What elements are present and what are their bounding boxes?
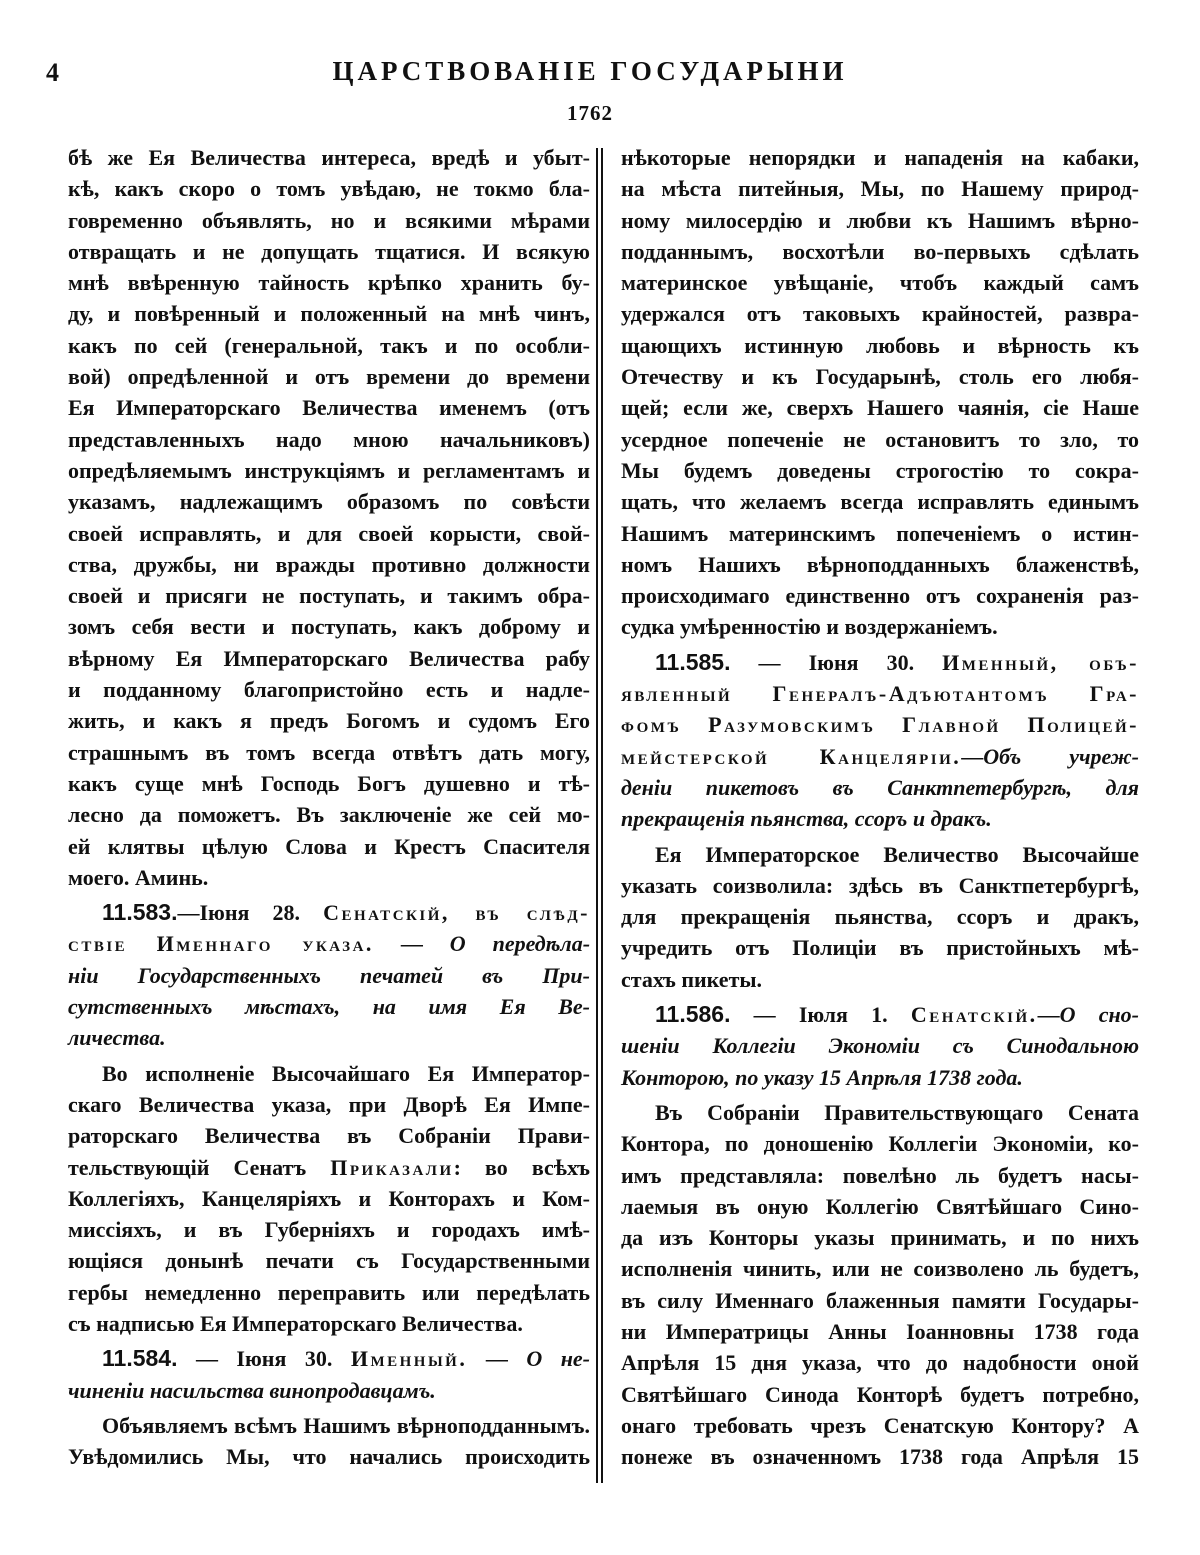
column-divider-rule bbox=[601, 148, 603, 1483]
text-line: для прекращенія пьянства, ссоръ и дракъ, bbox=[621, 904, 1139, 930]
decree-entry bbox=[621, 999, 1139, 1093]
text-line bbox=[621, 741, 1139, 772]
text-line bbox=[621, 772, 1139, 803]
text-line: Ея Императорское Величество Высочайше bbox=[655, 841, 1139, 867]
decree-summary: чиненіи насильства винопродавцамъ. bbox=[68, 1377, 436, 1403]
text-line: раторскаго Величества въ Собраніи Прави- bbox=[68, 1123, 590, 1149]
text-line: Въ Собраніи Правительствующаго Сената bbox=[655, 1099, 1139, 1125]
text-line: онаго требовать чрезъ Сенатскую Контору? А bbox=[621, 1412, 1139, 1438]
text-line bbox=[68, 897, 590, 928]
text-line: своей и присяги не поступать, и такимъ обра- bbox=[68, 583, 590, 609]
text-line: щать, что желаемъ всегда исправлять единымъ bbox=[621, 489, 1139, 515]
running-title: ЦАРСТВОВАНІЕ ГОСУДАРЫНИ bbox=[332, 56, 848, 86]
text-line: имъ представляла: повелѣно ль будетъ насы- bbox=[621, 1162, 1139, 1188]
text-line: какъ по сей (генеральной, такъ и по особли- bbox=[68, 332, 590, 358]
decree-number: 11.586. bbox=[655, 1001, 731, 1028]
text-line: учредить отъ Полиціи въ пристойныхъ мѣ- bbox=[621, 935, 1139, 961]
text-line: кѣ, какъ скоро о томъ увѣдаю, не токмо бла- bbox=[68, 176, 590, 202]
decree-number: 11.583. bbox=[102, 899, 178, 926]
decree-summary: сутственныхъ мѣстахъ, на имя Ея Ве- bbox=[68, 994, 590, 1020]
text-line bbox=[621, 999, 1139, 1030]
right-column bbox=[621, 142, 1139, 1472]
text-run: — Іюня 30. bbox=[177, 1346, 351, 1372]
text-line bbox=[621, 1030, 1139, 1061]
text-line: опредѣляемымъ инструкціямъ и регламентамъ и bbox=[68, 457, 590, 483]
text-line: съ надписью Ея Императорскаго Величества. bbox=[68, 1310, 523, 1336]
paragraph bbox=[68, 142, 590, 893]
text-run: — bbox=[373, 931, 450, 957]
text-line: нѣкоторые непорядки и нападенія на кабаки, bbox=[621, 145, 1139, 170]
text-line: ющіяся донынѣ печати съ Государственными bbox=[68, 1248, 590, 1274]
text-line: жить, и какъ я предъ Богомъ и судомъ Его bbox=[68, 708, 590, 734]
text-line: представленныхъ надо мною начальниковъ) bbox=[68, 426, 590, 452]
decree-summary: О не- bbox=[526, 1346, 591, 1372]
text-line bbox=[68, 1022, 590, 1053]
text-line bbox=[68, 928, 590, 959]
paragraph bbox=[68, 1410, 590, 1473]
column-divider-rule bbox=[596, 148, 598, 1483]
year-heading: 1762 bbox=[567, 101, 613, 125]
text-line: происходимаго единственно отъ сохраненія раз- bbox=[621, 583, 1139, 609]
text-line: Во исполненіе Высочайшаго Ея Император- bbox=[102, 1060, 590, 1086]
decree-number: 11.584. bbox=[102, 1345, 178, 1372]
decree-summary: ніи Государственныхъ печатей въ При- bbox=[68, 962, 590, 988]
text-line: Коллегіяхъ, Канцеляріяхъ и Конторахъ и Ком- bbox=[68, 1185, 590, 1211]
text-line: Ея Императорскаго Величества именемъ (отъ bbox=[68, 395, 590, 421]
text-line: ей клятвы цѣлую Слова и Крестъ Спасителя bbox=[68, 833, 590, 859]
left-column bbox=[68, 142, 590, 1472]
text-line bbox=[621, 1062, 1139, 1093]
text-line: стахъ пикеты. bbox=[621, 966, 763, 992]
text-line: и подданному благопристойно есть и надле- bbox=[68, 677, 590, 703]
text-line: мнѣ ввѣренную тайность крѣпко хранить бу- bbox=[68, 270, 590, 296]
paragraph bbox=[621, 839, 1139, 995]
decree-type: явленный Генералъ-Адъютантомъ Гра- bbox=[621, 681, 1139, 707]
text-run: — bbox=[1037, 1002, 1060, 1028]
text-line: вой) опредѣленной и отъ времени до времени bbox=[68, 364, 590, 390]
text-line: лаемыя въ оную Коллегію Святѣйшаго Сино- bbox=[621, 1193, 1139, 1219]
decree-number: 11.585. bbox=[655, 648, 731, 675]
paragraph bbox=[621, 142, 1139, 643]
decree-summary: прекращенія пьянства, ссоръ и дракъ. bbox=[621, 806, 992, 832]
text-line: ни Императрицы Анны Іоанновны 1738 года bbox=[621, 1318, 1139, 1344]
text-line: исполненія чинить, или не соизволено ль будетъ, bbox=[621, 1256, 1139, 1282]
text-run: — Іюля 1. bbox=[730, 1002, 911, 1028]
text-line bbox=[68, 960, 590, 991]
text-line bbox=[68, 1152, 590, 1183]
decree-summary: деніи пикетовъ въ Санктпетербургѣ, для bbox=[621, 774, 1139, 800]
text-line: ду, и повѣренный и положенный на мнѣ чинъ, bbox=[68, 301, 590, 327]
decree-summary: О сно- bbox=[1059, 1002, 1139, 1028]
text-line: своей исправлять, и для своей корысти, свой- bbox=[68, 520, 590, 546]
text-line: лесно да поможетъ. Въ заключеніе же сей мо- bbox=[68, 802, 590, 828]
text-line: Нашимъ материнскимъ попеченіемъ о истин- bbox=[621, 520, 1139, 546]
text-line: моего. Аминь. bbox=[68, 864, 209, 890]
text-line: отвращать и не допущать тщатися. И всякую bbox=[68, 238, 590, 264]
text-line bbox=[68, 1343, 590, 1374]
text-line bbox=[621, 678, 1139, 709]
text-line: указамъ, надлежащимъ образомъ по совѣсти bbox=[68, 489, 590, 515]
text-line: страшнымъ въ томъ всегда отвѣтъ дать могу, bbox=[68, 739, 590, 765]
paragraph bbox=[621, 1097, 1139, 1473]
text-line: ства, дружбы, ни вражды противно должности bbox=[68, 551, 590, 577]
paragraph bbox=[68, 1058, 590, 1340]
text-run: — bbox=[961, 743, 984, 769]
text-run: — bbox=[467, 1346, 527, 1372]
text-line: на мѣста питейныя, Мы, по Нашему природ- bbox=[621, 176, 1139, 202]
decree-summary: шеніи Коллегіи Экономіи съ Синодальною bbox=[621, 1033, 1139, 1059]
text-line: Увѣдомились Мы, что начались происходить bbox=[68, 1444, 590, 1470]
decree-summary: Объ учреж- bbox=[983, 743, 1140, 769]
text-line: Контора, по доношенію Коллегіи Экономіи, ко- bbox=[621, 1131, 1139, 1157]
text-line: гербы немедленно переправить или передѣлать bbox=[68, 1279, 590, 1305]
text-line: бѣ же Ея Величества интереса, вредѣ и убыт- bbox=[68, 145, 590, 170]
text-line: какъ суще мнѣ Господь Богъ душевно и тѣ- bbox=[68, 770, 590, 796]
text-line: подданнымъ, восхотѣли во-первыхъ сдѣлать bbox=[621, 238, 1139, 264]
text-line: понеже въ означенномъ 1738 года Апрѣля 15 bbox=[621, 1444, 1139, 1470]
text-line: Апрѣля 15 дня указа, что до надобности оной bbox=[621, 1350, 1139, 1376]
decree-entry bbox=[68, 1343, 590, 1406]
decree-entry bbox=[68, 897, 590, 1053]
text-line: ному милосердію и любви къ Нашимъ вѣрно- bbox=[621, 207, 1139, 233]
text-run: : во всѣхъ bbox=[453, 1154, 590, 1180]
text-line: удержался отъ таковыхъ крайностей, развра- bbox=[621, 301, 1139, 327]
text-line: зомъ себя вести и поступать, какъ доброму и bbox=[68, 614, 590, 640]
text-line: Отечеству и къ Государынѣ, столь его любя- bbox=[621, 364, 1139, 390]
decree-summary: личества. bbox=[68, 1025, 166, 1051]
text-line bbox=[621, 709, 1139, 740]
decree-summary: О передѣла- bbox=[449, 931, 591, 957]
text-line: указать соизволила: здѣсь въ Санктпетербургѣ, bbox=[621, 872, 1139, 898]
decree-type: Сенатскій, въ слѣд- bbox=[323, 900, 591, 926]
decree-type: мейстерской Канцеляріи. bbox=[621, 743, 962, 769]
text-line: миссіяхъ, и въ Губерніяхъ и городахъ имѣ- bbox=[68, 1217, 590, 1243]
decree-type: Именный, объ- bbox=[942, 649, 1139, 675]
text-line: судка умѣренностію и воздержаніемъ. bbox=[621, 614, 998, 640]
text-line: Мы будемъ доведены строгостію то сокра- bbox=[621, 457, 1139, 483]
decree-type: Именный. bbox=[350, 1346, 468, 1372]
text-line: Святѣйшаго Синода Конторѣ будетъ потребно, bbox=[621, 1381, 1139, 1407]
decree-type: Приказали bbox=[330, 1154, 454, 1180]
page-number: 4 bbox=[46, 58, 59, 87]
text-line: усердное попеченіе не остановитъ то зло, то bbox=[621, 426, 1139, 452]
text-line bbox=[621, 647, 1139, 678]
text-line: материнское увѣщаніе, чтобъ каждый самъ bbox=[621, 270, 1139, 296]
decree-entry bbox=[621, 647, 1139, 835]
text-line: вѣрному Ея Императорскаго Величества рабу bbox=[68, 645, 590, 671]
text-line: щей; если же, сверхъ Нашего чаянія, сіе Наше bbox=[621, 395, 1139, 421]
text-line bbox=[68, 991, 590, 1022]
text-line: въ силу Именнаго блаженныя памяти Государы- bbox=[621, 1287, 1139, 1313]
text-run: — Іюня 30. bbox=[730, 649, 943, 675]
decree-type: ствіе Именнаго указа. bbox=[68, 931, 374, 957]
decree-type: Сенатскій. bbox=[910, 1002, 1038, 1028]
text-line: говременно объявлять, но и всякими мѣрами bbox=[68, 207, 590, 233]
text-line bbox=[68, 1375, 590, 1406]
text-run: —Іюня 28. bbox=[177, 900, 324, 926]
decree-summary: Конторою, по указу 15 Апрѣля 1738 года. bbox=[621, 1064, 1023, 1090]
text-line: номъ Нашихъ вѣрноподданныхъ блаженствѣ, bbox=[621, 551, 1139, 577]
text-line: да изъ Конторы указы принимать, и по нихъ bbox=[621, 1225, 1139, 1251]
text-line: скаго Величества указа, при Дворѣ Ея Импе- bbox=[68, 1091, 590, 1117]
text-line: Объявляемъ всѣмъ Нашимъ вѣрноподданнымъ. bbox=[102, 1412, 590, 1438]
text-line: щающихъ истинную любовь и вѣрность къ bbox=[621, 332, 1139, 358]
text-run: тельствующій Сенатъ bbox=[68, 1154, 331, 1180]
decree-type: фомъ Разумовскимъ Главной Полицей- bbox=[621, 712, 1139, 738]
text-line bbox=[621, 803, 1139, 834]
